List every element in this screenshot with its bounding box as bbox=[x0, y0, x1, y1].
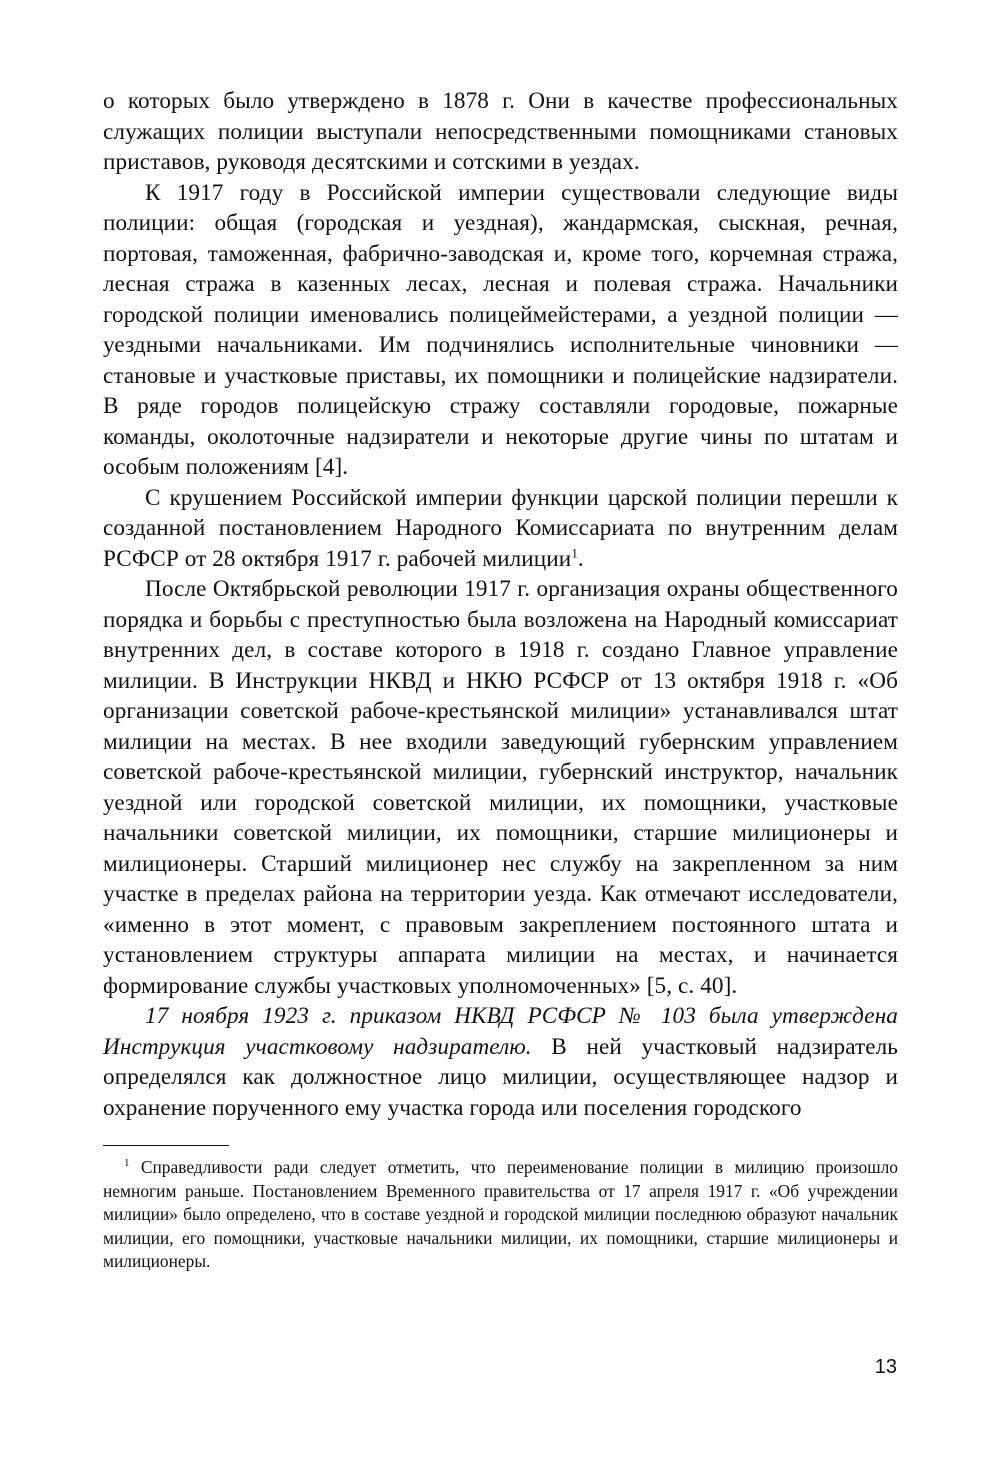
paragraph-5-italic: 17 ноября 1923 г. приказом НКВД РСФСР № 103 была утверждена Инструкция участковому надзирателю. bbox=[103, 1003, 898, 1060]
footnote-text: Справедливости ради следует отметить, что переименование полиции в милицию произошло немногим раньше. Постановлением Временного правительства от 17 апреля 1917 г. «Об учреждении милиции» было определено, что в составе уездной и городской милиции последнюю образуют начальник милиции, его помощники, участковые начальники милиции, их помощники, старшие милиционеры и милиционеры. bbox=[103, 1157, 898, 1272]
footnote-marker: 1 bbox=[124, 1157, 130, 1170]
paragraph-4: После Октябрьской революции 1917 г. организация охраны общественного порядка и борьбы с преступностью была возложена на Народный комиссариат внутренних дел, в составе которого в 1918 г. создано Главное управление милиции. В Инструкции НКВД и НКЮ РСФСР от 13 октября 1918 г. «Об организации советской рабоче-крестьянской милиции» устанавливался штат милиции на местах. В нее входили заведующий губернским управлением советской рабоче-крестьянской милиции, губернский инструктор, начальник уездной или городской советской милиции, их помощники, участковые начальники советской милиции, их помощники, старшие милиционеры и милиционеры. Старший милиционер нес службу на закрепленном за ним участке в пределах района на территории уезда. Как отмечают исследователи, «именно в этот момент, с правовым закреплением постоянного штата и установлением структуры аппарата милиции на местах, и начинается формирование службы участковых уполномоченных» [5, с. 40]. bbox=[103, 576, 898, 999]
page-content bbox=[103, 86, 898, 1291]
paragraph-2: К 1917 году в Российской империи существовали следующие виды полиции: общая (городская и уездная), жандармская, сыскная, речная, портовая, таможенная, фабрично-заводская и, кроме того, корчемная стража, лесная стража в казенных лесах, лесная и полевая стража. Начальники городской полиции именовались полицеймейстерами, а уездной полиции — уездными начальниками. Им подчинялись исполнительные чиновники — становые и участковые приставы, их помощники и полицейские надзиратели. В ряде городов полицейскую стражу составляли городовые, пожарные команды, околоточные надзиратели и некоторые другие чины по штатам и особым положениям [4]. bbox=[103, 179, 898, 480]
page-number: 13 bbox=[874, 1356, 897, 1378]
paragraph-5 bbox=[103, 1001, 898, 1123]
main-text bbox=[103, 86, 898, 1123]
paragraph-3-end: . bbox=[577, 545, 584, 572]
footnote bbox=[103, 1156, 898, 1274]
paragraph-3 bbox=[103, 483, 898, 575]
paragraph-5-text: В ней участковый надзиратель определялся как должностное лицо милиции, осуществляющее надзор и охранение порученного ему участка города или поселения городского bbox=[103, 1033, 898, 1121]
paragraph-3-text: С крушением Российской империи функции царской полиции перешли к созданной постановлением Народного Комиссариата по внутренним делам РСФСР от 28 октября 1917 г. рабочей милиции bbox=[103, 484, 898, 572]
footnote-divider bbox=[103, 1145, 229, 1146]
paragraph-1: о которых было утверждено в 1878 г. Они в качестве профессиональных служащих полиции выступали непосредственными помощниками становых приставов, руководя десятскими и сотскими в уездах. bbox=[103, 88, 898, 175]
footnote-reference[interactable]: 1 bbox=[571, 544, 578, 560]
